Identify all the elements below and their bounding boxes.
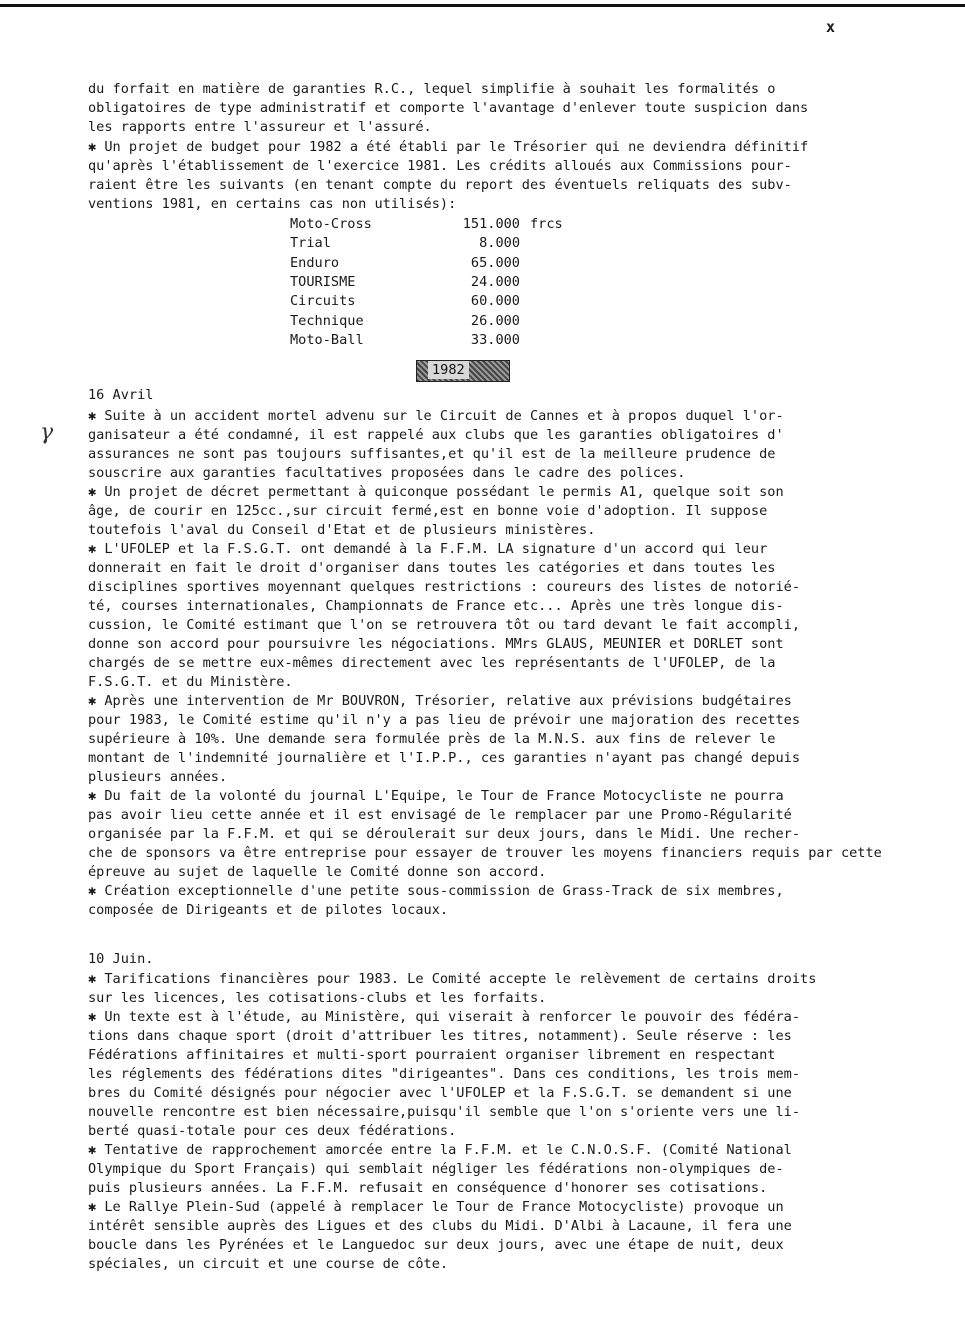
- text-line: sur les licences, les cotisations-clubs et les forfaits.: [88, 990, 547, 1006]
- top-rule: [0, 4, 965, 7]
- budget-amount: 151.000: [462, 216, 520, 232]
- text-line: ✱ Un texte est à l'étude, au Ministère, qui viserait à renforcer le pouvoir des fédéra-: [88, 1009, 801, 1025]
- text-line: ✱ Tentative de rapprochement amorcée entre la F.F.M. et le C.N.O.S.F. (Comité National: [88, 1142, 792, 1158]
- budget-row: [290, 331, 520, 350]
- text-line: F.S.G.T. et du Ministère.: [88, 674, 293, 690]
- text-line: âge, de courir en 125cc.,sur circuit fermé,est en bonne voie d'adoption. Il suppose: [88, 503, 768, 519]
- text-line: ✱ Après une intervention de Mr BOUVRON, Trésorier, relative aux prévisions budgétaires: [88, 693, 792, 709]
- text-line: ✱ Création exceptionnelle d'une petite sous-commission de Grass-Track de six membres,: [88, 883, 784, 899]
- text-line: ventions 1981, en certains cas non utilisés):: [88, 196, 457, 212]
- june-paragraph: [88, 970, 816, 1274]
- budget-row: [290, 273, 520, 292]
- budget-amount: 24.000: [470, 273, 520, 290]
- budget-intro-paragraph: [88, 138, 808, 214]
- budget-amount: 26.000: [470, 312, 520, 329]
- text-line: toutefois l'aval du Conseil d'Etat et de plusieurs ministères.: [88, 522, 596, 538]
- budget-amount: 8.000: [479, 235, 520, 252]
- text-line: les rapports entre l'assureur et l'assuré.: [88, 119, 432, 135]
- text-line: bres du Comité désignés pour négocier avec l'UFOLEP et la F.S.G.T. se demandent si une: [88, 1085, 792, 1101]
- text-line: pour 1983, le Comité estime qu'il n'y a pas lieu de prévoir une majoration des recettes: [88, 712, 801, 728]
- text-line: berté quasi-totale pour ces deux fédérations.: [88, 1123, 457, 1139]
- text-line: intérêt sensible auprès des Ligues et des clubs du Midi. D'Albi à Lacaune, il fera une: [88, 1218, 792, 1234]
- budget-label: Moto-Ball: [290, 331, 364, 348]
- text-line: supérieure à 10%. Une demande sera formulée près de la M.N.S. aux fins de relever le: [88, 731, 776, 747]
- budget-row: [290, 312, 520, 331]
- text-line: ✱ Le Rallye Plein-Sud (appelé à remplacer le Tour de France Motocycliste) provoque un: [88, 1199, 784, 1215]
- margin-mark: γ: [40, 420, 54, 445]
- budget-amount: 60.000: [470, 293, 520, 310]
- text-line: du forfait en matière de garanties R.C., lequel simplifie à souhait les formalités o: [88, 81, 776, 97]
- budget-row: [290, 215, 563, 234]
- budget-label: Trial: [290, 235, 331, 252]
- text-line: ✱ L'UFOLEP et la F.S.G.T. ont demandé à la F.F.M. LA signature d'un accord qui leur: [88, 541, 768, 557]
- text-line: organisée par la F.F.M. et qui se déroulerait sur deux jours, dans le Midi. Une recher-: [88, 826, 801, 842]
- budget-amount: 65.000: [470, 254, 520, 271]
- text-line: spéciales, un circuit et une course de côte.: [88, 1256, 449, 1272]
- text-line: Fédérations affinitaires et multi-sport pourraient organiser librement en respectant: [88, 1047, 776, 1063]
- budget-label: Circuits: [290, 293, 356, 310]
- text-line: ✱ Un projet de décret permettant à quiconque possédant le permis A1, quelque soit son: [88, 484, 784, 500]
- budget-amount: 33.000: [470, 331, 520, 348]
- budget-label: Moto-Cross: [290, 216, 372, 232]
- budget-row: [290, 234, 520, 253]
- text-line: ganisateur a été condamné, il est rappelé aux clubs que les garanties obligatoires d': [88, 427, 784, 443]
- april-paragraph: [88, 407, 882, 920]
- text-line: donnerait en fait le droit d'organiser dans toutes les catégories et dans toutes les: [88, 560, 776, 576]
- text-line: montant de l'indemnité journalière et l'I.P.P., ces garanties n'ayant pas changé depuis: [88, 750, 801, 766]
- text-line: les réglements des fédérations dites "dirigeantes". Dans ces conditions, les trois mem-: [88, 1066, 801, 1082]
- text-line: assurances ne sont pas toujours suffisantes,et qu'il est de la meilleure prudence de: [88, 446, 776, 462]
- text-line: Olympique du Sport Français) qui semblait négliger les fédérations non-olympiques de-: [88, 1161, 784, 1177]
- year-label: 1982: [428, 361, 469, 379]
- text-line: épreuve au sujet de laquelle le Comité donne son accord.: [88, 864, 547, 880]
- text-line: donne son accord pour poursuivre les négociations. MMrs GLAUS, MEUNIER et DORLET sont: [88, 636, 784, 652]
- text-line: chargés de se mettre eux-mêmes directement avec les représentants de l'UFOLEP, de la: [88, 655, 776, 671]
- text-line: puis plusieurs années. La F.F.M. refusait en conséquence d'honorer ses cotisations.: [88, 1180, 768, 1196]
- text-line: raient être les suivants (en tenant compte du report des éventuels reliquats des subv-: [88, 177, 792, 193]
- budget-label: TOURISME: [290, 273, 356, 290]
- text-line: disciplines sportives moyennant quelques restrictions : coureurs des listes de notorié-: [88, 579, 801, 595]
- text-line: cussion, le Comité estimant que l'on se retrouvera tôt ou tard devant le fait accompli,: [88, 617, 801, 633]
- text-line: pas avoir lieu cette année et il est envisagé de le remplacer par une Promo-Régularité: [88, 807, 792, 823]
- budget-label: Enduro: [290, 254, 340, 271]
- text-line: obligatoires de type administratif et comporte l'avantage d'enlever toute suspicion dans: [88, 100, 809, 116]
- text-line: ✱ Du fait de la volonté du journal L'Equipe, le Tour de France Motocycliste ne pourra: [88, 788, 784, 804]
- text-line: ✱ Suite à un accident mortel advenu sur le Circuit de Cannes et à propos duquel l'or-: [88, 408, 784, 424]
- june-date: 10 Juin.: [88, 951, 154, 967]
- text-line: qu'après l'établissement de l'exercice 1981. Les crédits alloués aux Commissions pour-: [88, 158, 792, 174]
- budget-label: Technique: [290, 312, 364, 329]
- intro-paragraph: [88, 80, 808, 137]
- page-mark: x: [826, 18, 836, 36]
- text-line: boucle dans les Pyrénées et le Languedoc sur deux jours, avec une étape de nuit, deux: [88, 1237, 784, 1253]
- text-line: plusieurs années.: [88, 769, 228, 785]
- budget-row: [290, 292, 520, 311]
- text-line: composée de Dirigeants et de pilotes locaux.: [88, 902, 449, 918]
- april-date: 16 Avril: [88, 387, 154, 403]
- text-line: ✱ Un projet de budget pour 1982 a été établi par le Trésorier qui ne deviendra définitif: [88, 139, 809, 155]
- text-line: té, courses internationales, Championnats de France etc... Après une très longue dis-: [88, 598, 784, 614]
- text-line: tions dans chaque sport (droit d'attribuer les titres, notamment). Seule réserve : les: [88, 1028, 792, 1044]
- text-line: souscrire aux garanties facultatives proposées dans le cadre des polices.: [88, 465, 686, 481]
- text-line: nouvelle rencontre est bien nécessaire,puisqu'il semble que l'on s'oriente vers une li-: [88, 1104, 801, 1120]
- budget-unit: frcs: [530, 216, 563, 232]
- text-line: ✱ Tarifications financières pour 1983. Le Comité accepte le relèvement de certains droits: [88, 971, 817, 987]
- budget-row: [290, 254, 520, 273]
- text-line: che de sponsors va être entreprise pour essayer de trouver les moyens financiers requis par cette: [88, 845, 882, 861]
